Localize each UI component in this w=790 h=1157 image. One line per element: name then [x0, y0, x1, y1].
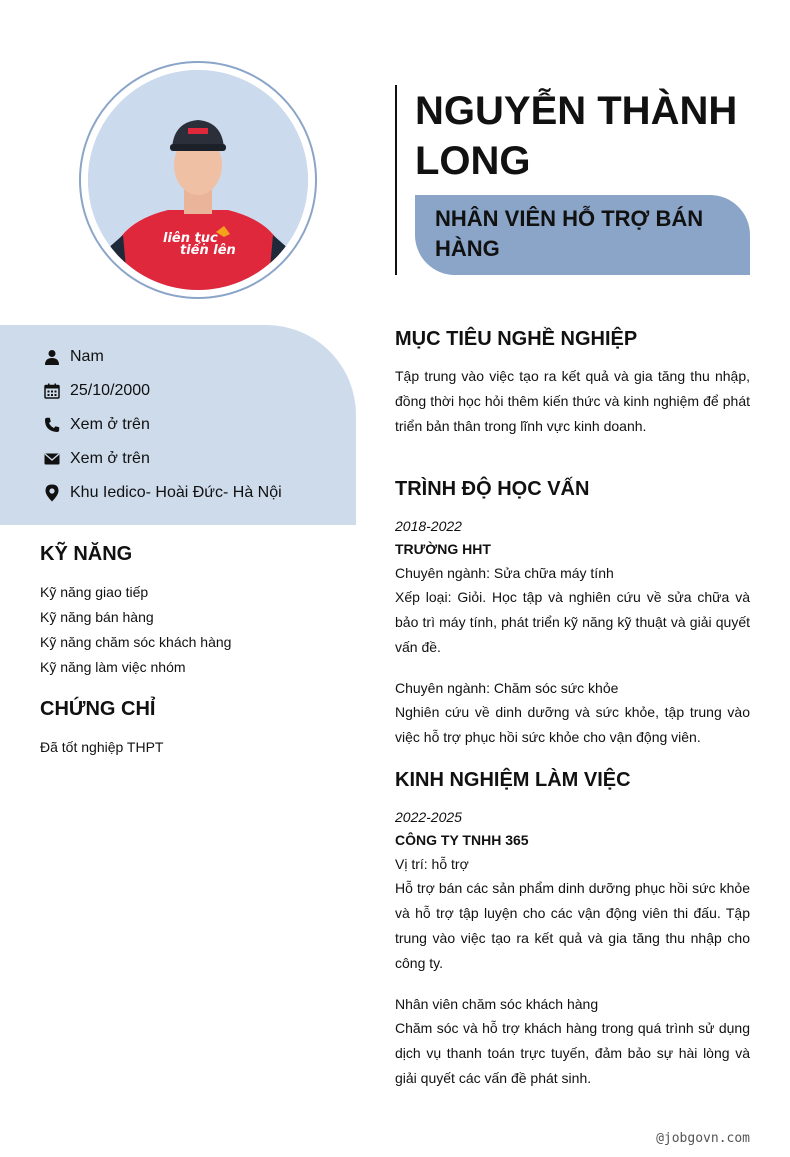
experience-description: Chăm sóc và hỗ trợ khách hàng trong quá trình sử dụng dịch vụ thanh toán trực tuyến, đảm bảo sự hài lòng và giải quyết các vấn đề phát sinh. [395, 1020, 750, 1086]
certificate-item: Đã tốt nghiệp THPT [40, 739, 164, 755]
shirt-text-1: liên tục [163, 231, 218, 246]
education-period: 2018-2022 [395, 518, 462, 534]
calendar-icon [42, 381, 62, 401]
job-title: NHÂN VIÊN HỖ TRỢ BÁN HÀNG [435, 206, 704, 261]
skill-item: Kỹ năng giao tiếp [40, 584, 149, 600]
info-address [42, 481, 282, 505]
objective-heading: MỤC TIÊU NGHỀ NGHIỆP [395, 328, 638, 350]
education-description: Nghiên cứu về dinh dưỡng và sức khỏe, tập trung vào việc hỗ trợ phục hồi sức khỏe cho vận động viên. [395, 704, 750, 745]
experience-position: Vị trí: hỗ trợ [395, 856, 469, 872]
experience-period: 2022-2025 [395, 809, 462, 825]
person-icon [42, 347, 62, 367]
info-phone [42, 413, 150, 437]
info-birthdate [42, 379, 150, 403]
info-text: Xem ở trên [70, 416, 150, 433]
education-heading: TRÌNH ĐỘ HỌC VẤN [395, 478, 590, 500]
footer-watermark: @jobgovn.com [656, 1131, 750, 1146]
experience-description: Hỗ trợ bán các sản phẩm dinh dưỡng phục hồi sức khỏe và hỗ trợ tập luyện cho các vận động viên thi đấu. Tập trung vào việc tạo ra kết quả và gia tăng thu nhập cho công ty. [395, 880, 750, 971]
experience-heading: KINH NGHIỆM LÀM VIỆC [395, 769, 631, 791]
education-description: Xếp loại: Giỏi. Học tập và nghiên cứu về sửa chữa và bảo trì máy tính, phát triển kỹ năng kỹ thuật và giải quyết vấn đề. [395, 589, 750, 655]
skill-item: Kỹ năng làm việc nhóm [40, 659, 186, 675]
education-major: Chuyên ngành: Chăm sóc sức khỏe [395, 680, 619, 696]
name-divider [395, 85, 397, 275]
avatar [88, 70, 308, 290]
info-text: Xem ở trên [70, 450, 150, 467]
phone-icon [42, 415, 62, 435]
experience-role: Nhân viên chăm sóc khách hàng [395, 996, 599, 1012]
skills-heading: KỸ NĂNG [40, 543, 133, 565]
info-email [42, 447, 150, 471]
skill-item: Kỹ năng chăm sóc khách hàng [40, 634, 232, 650]
certificates-heading: CHỨNG CHỈ [40, 698, 156, 720]
education-major: Chuyên ngành: Sửa chữa máy tính [395, 565, 614, 581]
info-text: 25/10/2000 [70, 382, 151, 399]
skill-item: Kỹ năng bán hàng [40, 609, 154, 625]
candidate-name: NGUYỄN THÀNH LONG [415, 89, 738, 183]
education-school: TRƯỜNG HHT [395, 541, 491, 557]
info-gender [42, 345, 104, 369]
email-icon [42, 449, 62, 469]
job-title-badge [415, 195, 750, 275]
info-text: Khu Iedico- Hoài Đức- Hà Nội [70, 484, 282, 501]
objective-text: Tập trung vào việc tạo ra kết quả và gia tăng thu nhập, đồng thời học hỏi thêm kiến thức và kinh nghiệm để phát triển bản thân trong lĩnh vực kinh doanh. [395, 368, 750, 434]
shirt-text-2: tiến lên [180, 243, 236, 258]
experience-company: CÔNG TY TNHH 365 [395, 832, 529, 848]
location-icon [42, 483, 62, 503]
info-text: Nam [70, 348, 104, 365]
